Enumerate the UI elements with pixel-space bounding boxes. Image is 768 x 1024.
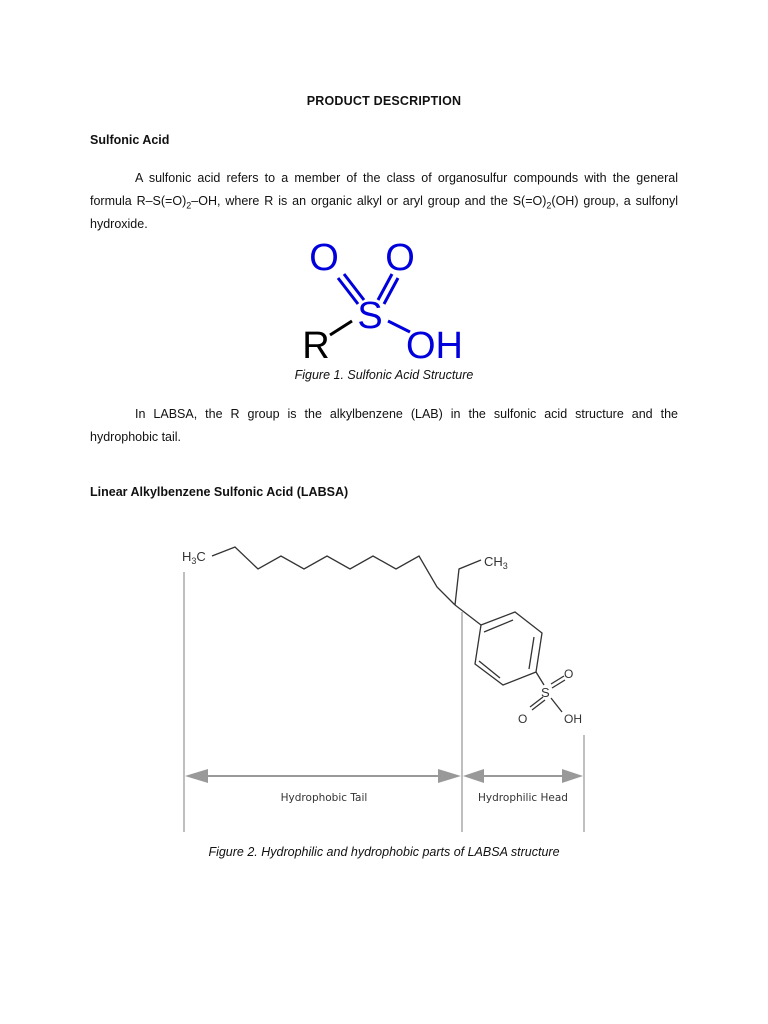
paragraph-text: (OH) group, a sulfonyl hydroxide. bbox=[90, 194, 678, 231]
atom-sulfur: S bbox=[541, 685, 550, 700]
atom-oxygen-bottom: O bbox=[518, 712, 528, 726]
arrow-head-left bbox=[185, 769, 208, 783]
ring-inner-bonds bbox=[479, 620, 534, 678]
section-heading-sulfonic-acid: Sulfonic Acid bbox=[90, 133, 170, 147]
atom-oxygen-top: O bbox=[564, 667, 574, 681]
figure-2-caption: Figure 2. Hydrophilic and hydrophobic parts of LABSA structure bbox=[208, 845, 560, 859]
atom-hydroxyl: OH bbox=[564, 712, 582, 726]
atom-oxygen-left: O bbox=[309, 237, 339, 279]
atom-hydroxyl: OH bbox=[406, 325, 463, 367]
label-h3c bbox=[182, 549, 206, 566]
paragraph-text: In LABSA, the R group is the alkylbenzene (LAB) in the sulfonic acid structure and the hydrophobic tail. bbox=[90, 407, 678, 444]
label-h3c-sub: 3 bbox=[191, 556, 197, 566]
paragraph-text: A sulfonic acid refers to a member of the class of organosulfur compounds with the general formula R–S(=O) bbox=[90, 171, 678, 208]
ring-double-bond bbox=[529, 637, 534, 669]
label-ch3 bbox=[484, 554, 508, 571]
dimension-arrows bbox=[185, 769, 583, 783]
subscript: 2 bbox=[546, 200, 552, 211]
alkyl-chain bbox=[212, 547, 455, 605]
label-ch3-sub: 3 bbox=[502, 561, 508, 571]
paragraph-text: –OH, where R is an organic alkyl or aryl group and the S(=O) bbox=[191, 194, 547, 208]
bond-ring-s bbox=[536, 672, 544, 685]
label-h3c-c: C bbox=[196, 549, 206, 564]
atom-sulfur: S bbox=[357, 295, 383, 337]
label-hydrophobic-tail: Hydrophobic Tail bbox=[280, 792, 368, 804]
arrow-head-head-left bbox=[463, 769, 484, 783]
label-ch3-ch: CH bbox=[484, 554, 503, 569]
atom-oxygen-right: O bbox=[385, 237, 415, 279]
section-heading-labsa: Linear Alkylbenzene Sulfonic Acid (LABSA) bbox=[90, 485, 349, 499]
arrow-head-right bbox=[562, 769, 583, 783]
subscript: 2 bbox=[186, 200, 192, 211]
bond-s-o-top-1 bbox=[551, 676, 564, 684]
figure-1-caption: Figure 1. Sulfonic Acid Structure bbox=[294, 368, 474, 382]
page-title: PRODUCT DESCRIPTION bbox=[306, 94, 462, 108]
bond-s-oh bbox=[551, 698, 562, 712]
arrow-head-tail-right bbox=[438, 769, 461, 783]
label-h3c-h: H bbox=[182, 549, 192, 564]
bond-chain-ring bbox=[455, 605, 481, 625]
atom-r-group: R bbox=[302, 325, 330, 367]
label-hydrophilic-head: Hydrophilic Head bbox=[478, 792, 568, 804]
bond-s-o-bottom-2 bbox=[532, 700, 545, 710]
bond-s-o-top-2 bbox=[552, 680, 565, 688]
ethyl-branch bbox=[455, 560, 481, 605]
